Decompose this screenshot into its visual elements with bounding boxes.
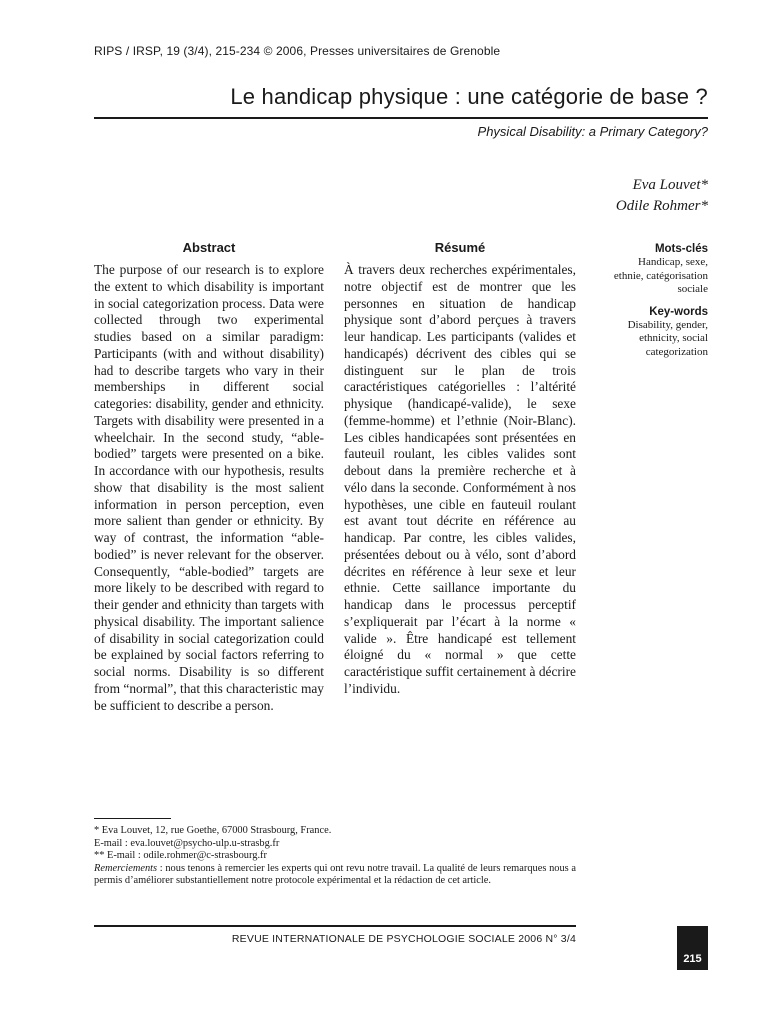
acknowledgements-label: Remerciements <box>94 862 158 874</box>
page-number-tab <box>677 926 708 970</box>
resume-text: À travers deux recherches expérimentales, notre objectif est de montrer que les personnes en situation de handicap physique sont d’abord perçues à travers leur handicap. Les participants (valides et handicapés) décrivent des cibles qui se distinguent sur le plan de trois caractéristiques catégorielles : l’altérité physique (handicapé-valide), le sexe (femme-homme) et l’ethnie (Noir-Blanc). Les cibles handicapées sont présentées en fauteuil roulant, les cibles valides sont debout dans la première recherche et à vélo dans la seconde. Conformément à nos hypothèses, une cible en fauteuil roulant est avant tout décrite en référence au handicap. Par contre, les cibles valides, présentées debout ou à vélo, sont d’abord décrites en référence à leur sexe et leur ethnie. Cette saillance importante du handicap dans le processus perceptif s’expliquerait par l’écart à la norme « valide ». Être handicapé est tellement éloigné du « normal » que cette caractéristique suffit certainement à décrire l’individu. <box>344 262 576 696</box>
keywords-en <box>592 319 708 360</box>
article-subtitle: Physical Disability: a Primary Category? <box>477 124 708 139</box>
author-name: Eva Louvet* <box>632 177 708 193</box>
keyword-line: sociale <box>677 283 708 295</box>
keyword-line: Disability, gender, <box>627 318 708 331</box>
keywords-fr-heading: Mots-clés <box>654 243 708 255</box>
footnote-rule <box>94 818 171 819</box>
keyword-line: ethnie, catégorisation <box>613 269 708 282</box>
footnote-email: ** E-mail : odile.rohmer@c-strasbourg.fr <box>94 850 267 862</box>
resume-column <box>344 240 576 698</box>
page-number: 215 <box>683 953 702 965</box>
footnote-address: * Eva Louvet, 12, rue Goethe, 67000 Strasbourg, France. <box>94 825 332 836</box>
title-rule <box>94 117 708 119</box>
footnotes <box>94 825 576 888</box>
journal-footer: REVUE INTERNATIONALE DE PSYCHOLOGIE SOCIALE 2006 N° 3/4 <box>231 933 576 945</box>
acknowledgements-text: : nous tenons à remercier les experts qui ont revu notre travail. La qualité de leurs remarques nous a permis d’améliorer substantiellement notre protocole expérimental et la rédaction de cet article. <box>94 862 576 887</box>
abstract-heading: Abstract <box>182 240 236 255</box>
author-list <box>400 175 708 217</box>
keywords-sidebar <box>592 242 708 367</box>
keyword-line: ethnicity, social <box>639 332 708 344</box>
keyword-line: Handicap, sexe, <box>638 256 708 268</box>
resume-heading: Résumé <box>434 240 486 255</box>
keywords-en-heading: Key-words <box>649 305 708 318</box>
keyword-line: categorization <box>645 345 708 358</box>
footnote-acknowledgements <box>94 863 576 888</box>
abstract-text: The purpose of our research is to explore the extent to which disability is important in social categorization process. Data were collected through two experimental studies based on a similar paradigm: Participants (with and without disability) had to describe targets who vary in their memberships in different social categories: disability, gender and ethnicity. Targets with disability were presented in a wheelchair. In the second study, “able-bodied” targets were presented on a bike. In accordance with our hypothesis, results show that disability is the most salient information in person perception, even more salient than gender or ethnicity. By way of contrast, the information “able-bodied” is never relevant for the observer. Consequently, “able-bodied” targets are more likely to be described with regard to their gender and ethnicity than targets with physical disability. The important salience of disability in social categorization could be explained by social factors referring to social norms. Disability is so different from “normal”, that this characteristic may be sufficient to describe a person. <box>94 262 324 713</box>
abstract-column <box>94 240 324 714</box>
author-name: Odile Rohmer* <box>615 198 708 214</box>
footer-rule <box>94 925 576 927</box>
footnote-email: E-mail : eva.louvet@psycho-ulp.u-strasbg.fr <box>94 837 280 849</box>
running-head: RIPS / IRSP, 19 (3/4), 215-234 © 2006, Presses universitaires de Grenoble <box>94 44 501 58</box>
keywords-fr <box>592 256 708 297</box>
article-title: Le handicap physique : une catégorie de base ? <box>230 84 708 109</box>
